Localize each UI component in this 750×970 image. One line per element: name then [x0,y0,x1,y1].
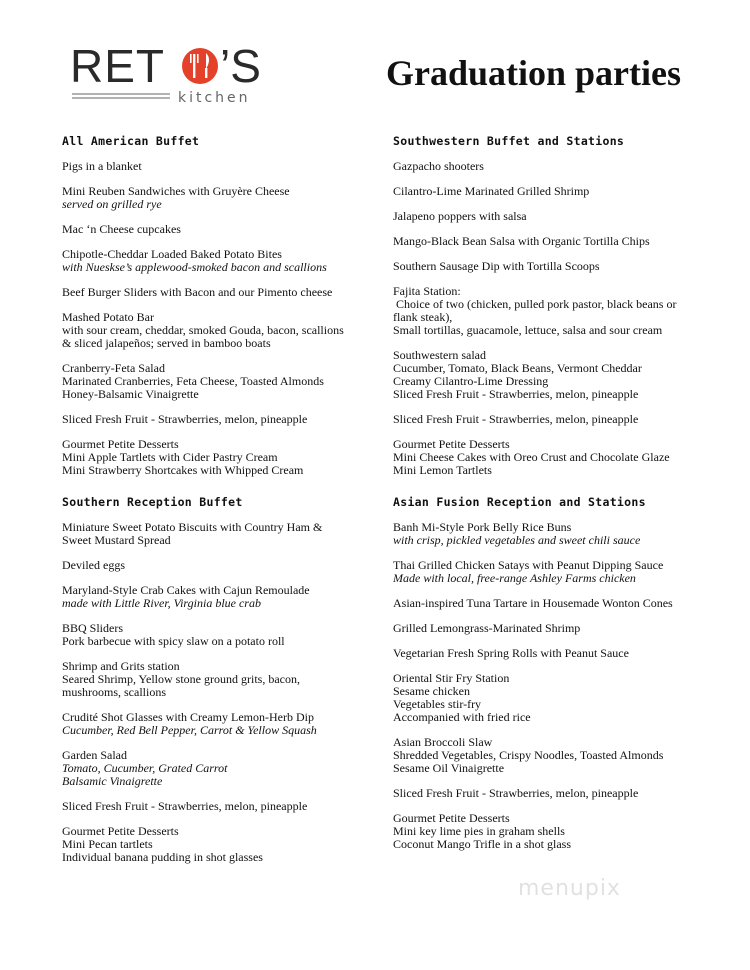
menu-item-line: Gourmet Petite Desserts [62,824,179,838]
section-heading: Southern Reception Buffet [62,495,243,509]
menu-item-line: Crudité Shot Glasses with Creamy Lemon-Herb Dip [62,710,314,724]
menu-item [62,286,392,299]
menu-item [62,521,392,547]
section-heading: All American Buffet [62,134,200,148]
menu-item-line: Choice of two (chicken, pulled pork pastor, black beans or [393,297,677,311]
menu-item-note: made with Little River, Virginia blue crab [62,596,261,610]
menu-item-line: BBQ Sliders [62,621,124,635]
menu-item [393,622,723,635]
menu-item-line: Sliced Fresh Fruit - Strawberries, melon, pineapple [393,786,639,800]
menu-item-line: Mini key lime pies in graham shells [393,824,565,838]
menu-item [393,812,723,851]
menu-section [62,495,392,864]
page-title: Graduation parties [386,53,682,93]
menu-item-line: Vegetables stir-fry [393,697,482,711]
menu-item-line: Asian-inspired Tuna Tartare in Housemade Wonton Cones [393,596,673,610]
menu-item [393,260,723,273]
menu-item-line: Deviled eggs [62,558,125,572]
menu-item-line: Seared Shrimp, Yellow stone ground grits, bacon, [62,672,300,686]
menu-item [393,521,723,547]
menu-item-line: Vegetarian Fresh Spring Rolls with Peanut Sauce [393,646,629,660]
menu-item [62,800,392,813]
menu-item [62,311,392,350]
menu-item-line: Accompanied with fried rice [393,710,531,724]
menu-item [62,362,392,401]
menu-item-line: Sesame Oil Vinaigrette [393,761,505,775]
menu-item [62,438,392,477]
menu-item [62,223,392,236]
menu-item-line: Sweet Mustard Spread [62,533,171,547]
menu-item-line: Pigs in a blanket [62,159,142,173]
menu-item-line: Mashed Potato Bar [62,310,154,324]
menu-item-line: Mango-Black Bean Salsa with Organic Tortilla Chips [393,234,650,248]
section-heading: Asian Fusion Reception and Stations [393,495,646,509]
menu-item-note: Cucumber, Red Bell Pepper, Carrot & Yellow Squash [62,723,317,737]
menu-section [62,134,392,477]
menu-section [393,134,723,477]
menu-item [62,559,392,572]
menu-item-line: Coconut Mango Trifle in a shot glass [393,837,572,851]
menu-item [393,736,723,775]
menu-item-line: Mini Cheese Cakes with Oreo Crust and Chocolate Glaze [393,450,670,464]
menu-item-line: Cucumber, Tomato, Black Beans, Vermont Cheddar [393,361,642,375]
menu-item-line: Creamy Cilantro-Lime Dressing [393,374,549,388]
menu-item-line: Grilled Lemongrass-Marinated Shrimp [393,621,581,635]
menu-item-line: Garden Salad [62,748,127,762]
menu-column-left [62,134,392,876]
menu-item-line: Sliced Fresh Fruit - Strawberries, melon, pineapple [62,799,308,813]
menu-item [393,349,723,401]
menu-item [393,185,723,198]
menu-item-line: Miniature Sweet Potato Biscuits with Country Ham & [62,520,323,534]
menu-item [62,660,392,699]
menu-item-line: Small tortillas, guacamole, lettuce, salsa and sour cream [393,323,663,337]
section-heading: Southwestern Buffet and Stations [393,134,625,148]
menu-item-line: Gourmet Petite Desserts [393,437,510,451]
menu-item-note: Tomato, Cucumber, Grated Carrot [62,761,228,775]
menu-item-line: Jalapeno poppers with salsa [393,209,527,223]
menu-item-line: Mini Pecan tartlets [62,837,153,851]
menu-item-line: Southwestern salad [393,348,486,362]
menu-item [393,672,723,724]
menu-column-right [393,134,723,863]
menu-item-note: served on grilled rye [62,197,162,211]
svg-text:kitchen: kitchen [178,90,251,106]
menu-item-note: Made with local, free-range Ashley Farms chicken [393,571,636,585]
menu-item-line: Shrimp and Grits station [62,659,180,673]
menu-item-line: mushrooms, scallions [62,685,166,699]
menu-item-note: Balsamic Vinaigrette [62,774,163,788]
retos-kitchen-logo [66,40,276,112]
watermark: menupix [518,876,621,901]
menu-item [62,584,392,610]
menu-item-line: Maryland-Style Crab Cakes with Cajun Remoulade [62,583,310,597]
menu-item-line: Pork barbecue with spicy slaw on a potato roll [62,634,285,648]
menu-item [393,235,723,248]
menu-item-line: Cilantro-Lime Marinated Grilled Shrimp [393,184,590,198]
menu-item [62,749,392,788]
menu-item [393,647,723,660]
menu-item [393,285,723,337]
menu-item-line: Oriental Stir Fry Station [393,671,510,685]
svg-text:’S: ’S [220,40,261,92]
menu-item [62,622,392,648]
menu-item-line: Cranberry-Feta Salad [62,361,165,375]
menu-item [62,185,392,211]
menu-item-line: Individual banana pudding in shot glasses [62,850,263,864]
menu-item [393,787,723,800]
menu-item-line: Mini Strawberry Shortcakes with Whipped Cream [62,463,304,477]
menu-item [393,559,723,585]
menu-item-line: Sliced Fresh Fruit - Strawberries, melon, pineapple [62,412,308,426]
menu-item-line: Mac ‘n Cheese cupcakes [62,222,181,236]
menu-item-line: Gazpacho shooters [393,159,484,173]
menu-item-note: with crisp, pickled vegetables and sweet chili sauce [393,533,641,547]
menu-item [62,248,392,274]
menu-item-line: Chipotle-Cheddar Loaded Baked Potato Bites [62,247,282,261]
menu-item-line: Sesame chicken [393,684,470,698]
menu-item-line: Fajita Station: [393,284,461,298]
menu-item-line: Mini Apple Tartlets with Cider Pastry Cream [62,450,278,464]
menu-item-line: with sour cream, cheddar, smoked Gouda, bacon, scallions [62,323,344,337]
menu-item-line: Shredded Vegetables, Crispy Noodles, Toasted Almonds [393,748,664,762]
menu-item-line: Marinated Cranberries, Feta Cheese, Toasted Almonds [62,374,324,388]
menu-item-line: Sliced Fresh Fruit - Strawberries, melon, pineapple [393,412,639,426]
menu-item [62,160,392,173]
menu-item [62,711,392,737]
menu-item-line: Banh Mi-Style Pork Belly Rice Buns [393,520,572,534]
menu-item-line: Southern Sausage Dip with Tortilla Scoops [393,259,600,273]
menu-item-line: Gourmet Petite Desserts [393,811,510,825]
menu-item-line: flank steak), [393,310,453,324]
menu-item [393,597,723,610]
svg-text:RET: RET [70,40,165,92]
menu-item-line: Beef Burger Sliders with Bacon and our Pimento cheese [62,285,333,299]
menu-item-line: Honey-Balsamic Vinaigrette [62,387,199,401]
menu-item-line: Gourmet Petite Desserts [62,437,179,451]
menu-item-line: & sliced jalapeños; served in bamboo boats [62,336,271,350]
menu-item-note: with Nueskse’s applewood-smoked bacon and scallions [62,260,327,274]
menu-item-line: Sliced Fresh Fruit - Strawberries, melon, pineapple [393,387,639,401]
menu-item [393,160,723,173]
menu-item [393,210,723,223]
menu-item-line: Mini Lemon Tartlets [393,463,492,477]
menu-item [393,413,723,426]
menu-item-line: Mini Reuben Sandwiches with Gruyère Cheese [62,184,290,198]
menu-item [393,438,723,477]
menu-section [393,495,723,851]
menu-item [62,413,392,426]
menu-item-line: Thai Grilled Chicken Satays with Peanut Dipping Sauce [393,558,664,572]
menu-item-line: Asian Broccoli Slaw [393,735,493,749]
menu-item [62,825,392,864]
